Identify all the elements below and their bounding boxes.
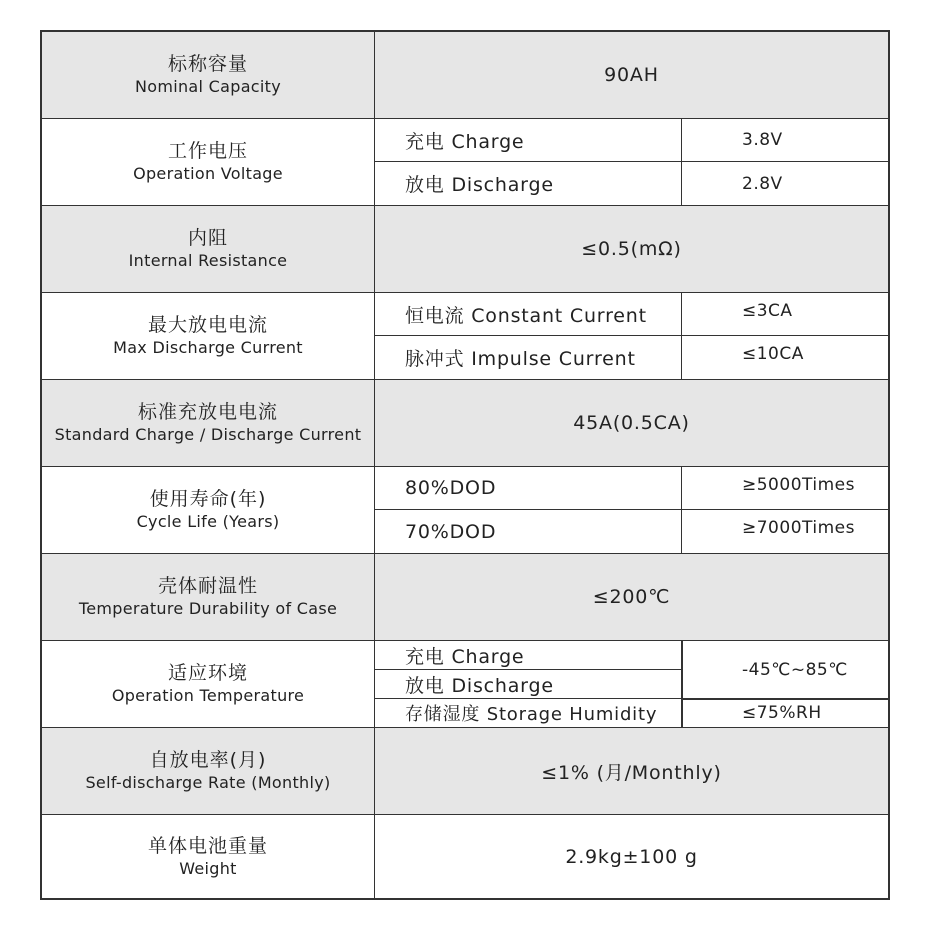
sub-key-storage-humidity: 存储湿度 Storage Humidity [405,704,658,725]
row-value: ≤1% (月/Monthly) [541,761,722,784]
row-label [42,728,375,814]
label-en: Nominal Capacity [135,77,281,96]
row-label [42,641,375,727]
sub-row-impulse-current [375,336,888,379]
label-en: Max Discharge Current [113,338,303,357]
sub-row-80-dod [375,467,888,510]
sub-value: ≥5000Times [742,475,855,495]
label-cn: 标称容量 [167,53,248,75]
label-cn: 适应环境 [167,662,248,684]
row-value: 2.9kg±100 g [565,845,698,868]
row-operation-temperature [42,641,888,728]
row-standard-current [42,380,888,467]
label-en: Temperature Durability of Case [78,599,338,618]
row-label [42,467,375,553]
sub-key: 80%DOD [375,467,682,509]
row-label [42,119,375,205]
sub-value: ≤3CA [742,301,793,321]
sub-row-constant-current [375,293,888,336]
row-weight [42,815,888,898]
sub-key-discharge: 放电 Discharge [375,670,682,699]
humidity-value: ≤75%RH [742,703,822,723]
row-value: 45A(0.5CA) [573,412,690,434]
row-internal-resistance [42,206,888,293]
label-en: Operation Temperature [111,686,305,705]
row-label [42,380,375,466]
row-cycle-life [42,467,888,554]
sub-value: ≥7000Times [742,518,855,538]
sub-key: 70%DOD [375,510,682,553]
label-cn: 工作电压 [167,140,248,162]
label-en: Cycle Life (Years) [136,512,280,531]
row-temperature-durability [42,554,888,641]
label-cn: 内阻 [187,227,228,249]
sub-key: 恒电流 Constant Current [375,293,682,335]
row-max-discharge-current [42,293,888,380]
label-en: Self-discharge Rate (Monthly) [85,773,331,792]
row-label [42,32,375,118]
row-nominal-capacity [42,32,888,119]
temperature-range-value: -45℃~85℃ [742,660,848,680]
label-cn: 自放电率(月) [149,749,267,771]
sub-key: 放电 Discharge [375,162,682,205]
row-label [42,554,375,640]
row-value: ≤0.5(mΩ) [581,238,682,260]
sub-row-70-dod [375,510,888,553]
label-en: Standard Charge / Discharge Current [54,425,362,444]
sub-value: ≤10CA [742,344,804,364]
label-en: Internal Resistance [128,251,288,270]
sub-row-discharge [375,162,888,205]
sub-row-charge [375,119,888,162]
row-value: 90AH [604,64,659,86]
label-cn: 壳体耐温性 [157,575,258,597]
row-self-discharge-rate [42,728,888,815]
row-label [42,815,375,898]
row-label [42,206,375,292]
label-cn: 使用寿命(年) [149,488,267,510]
row-operation-voltage [42,119,888,206]
row-label [42,293,375,379]
spec-table [40,30,890,900]
label-cn: 单体电池重量 [147,834,268,857]
sub-key: 充电 Charge [375,119,682,161]
sub-value: 2.8V [742,173,783,194]
sub-key-charge: 充电 Charge [375,641,682,670]
label-cn: 最大放电电流 [147,314,268,336]
label-cn: 标准充放电电流 [137,401,278,423]
sub-value: 3.8V [742,130,783,150]
row-value: ≤200℃ [592,586,671,608]
label-en: Operation Voltage [133,164,283,183]
sub-key: 脉冲式 Impulse Current [375,336,682,379]
label-en: Weight [179,858,237,878]
